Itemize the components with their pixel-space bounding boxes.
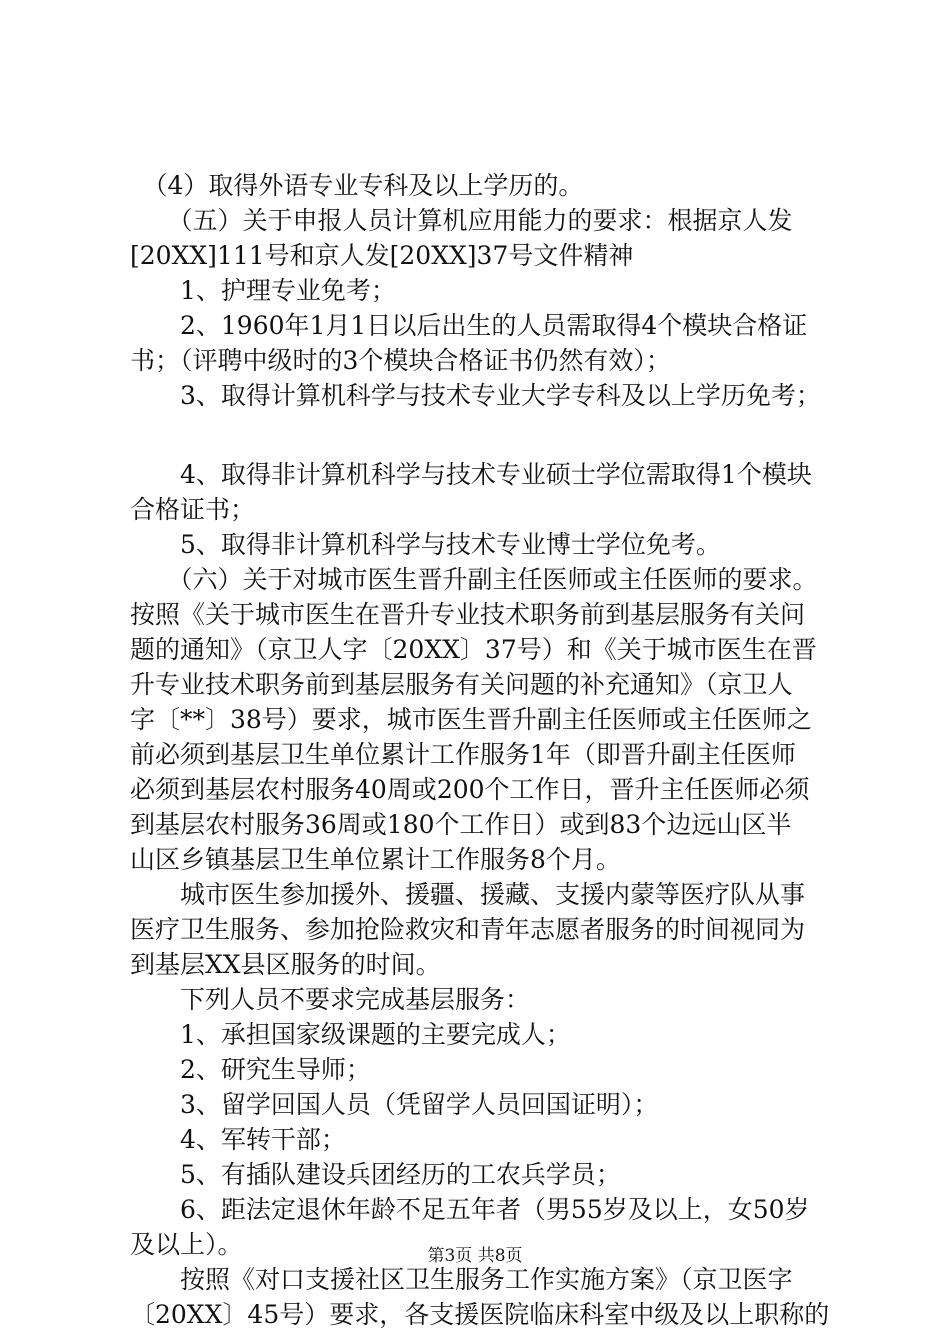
text-line: 5、取得非计算机科学与技术专业博士学位免考。 — [130, 530, 721, 559]
text-line: （五）关于申报人员计算机应用能力的要求：根据京人发 — [130, 206, 793, 235]
text-line: 5、有插队建设兵团经历的工农兵学员； — [130, 1160, 621, 1189]
text-line: [20XX]111号和京人发[20XX]37号文件精神 — [130, 241, 634, 270]
text-line: 题的通知》（京卫人字〔20XX〕37号）和《关于城市医生在晋 — [130, 635, 817, 664]
text-line: 1、承担国家级课题的主要完成人； — [130, 1020, 571, 1049]
text-line: 〔20XX〕45号）要求，各支援医院临床科室中级及以上职称的 — [130, 1300, 830, 1329]
text-line: 城市医生参加援外、援疆、援藏、支援内蒙等医疗队从事 — [130, 880, 806, 909]
text-line: 升专业技术职务前到基层服务有关问题的补充通知》（京卫人 — [130, 670, 793, 699]
text-line: 书；（评聘中级时的3个模块合格证书仍然有效）； — [130, 346, 671, 375]
text-line: 到基层农村服务36周或180个工作日）或到83个边远山区半 — [130, 810, 792, 839]
text-line: 合格证书； — [130, 495, 256, 524]
text-line: （4）取得外语专业专科及以上学历的。 — [130, 171, 584, 200]
text-line: 必须到基层农村服务40周或200个工作日，晋升主任医师必须 — [130, 775, 810, 804]
document-body — [130, 168, 830, 1332]
text-line: 及以上）。 — [130, 1230, 243, 1259]
text-line: 3、取得计算机科学与技术专业大学专科及以上学历免考； — [130, 381, 821, 410]
text-line: 医疗卫生服务、参加抢险救灾和青年志愿者服务的时间视同为 — [130, 915, 806, 944]
text-line: 4、取得非计算机科学与技术专业硕士学位需取得1个模块 — [130, 460, 812, 489]
text-line: 按照《对口支援社区卫生服务工作实施方案》（京卫医字 — [130, 1265, 793, 1294]
text-line: 4、军转干部； — [130, 1125, 346, 1154]
text-line: 1、护理专业免考； — [130, 276, 396, 305]
text-line: 3、留学回国人员（凭留学人员回国证明）； — [130, 1090, 659, 1119]
page-number-footer: 第3页 共8页 — [427, 1246, 523, 1266]
text-line: 6、距法定退休年龄不足五年者（男55岁及以上，女50岁 — [130, 1195, 810, 1224]
text-line: 按照《关于城市医生在晋升专业技术职务前到基层服务有关问 — [130, 600, 806, 629]
text-line: 山区乡镇基层卫生单位累计工作服务8个月。 — [130, 845, 621, 874]
text-line: 2、1960年1月1日以后出生的人员需取得4个模块合格证 — [130, 311, 808, 340]
text-line: 2、研究生导师； — [130, 1055, 371, 1084]
text-line: （六）关于对城市医生晋升副主任医师或主任医师的要求。 — [130, 565, 818, 594]
text-line: 前必须到基层卫生单位累计工作服务1年（即晋升副主任医师 — [130, 740, 796, 769]
text-line: 到基层XX县区服务的时间。 — [130, 950, 441, 979]
text-line: 下列人员不要求完成基层服务： — [130, 985, 531, 1014]
text-line: 字〔**〕38号）要求，城市医生晋升副主任医师或主任医师之 — [130, 705, 812, 734]
paragraph-gap — [130, 413, 830, 457]
